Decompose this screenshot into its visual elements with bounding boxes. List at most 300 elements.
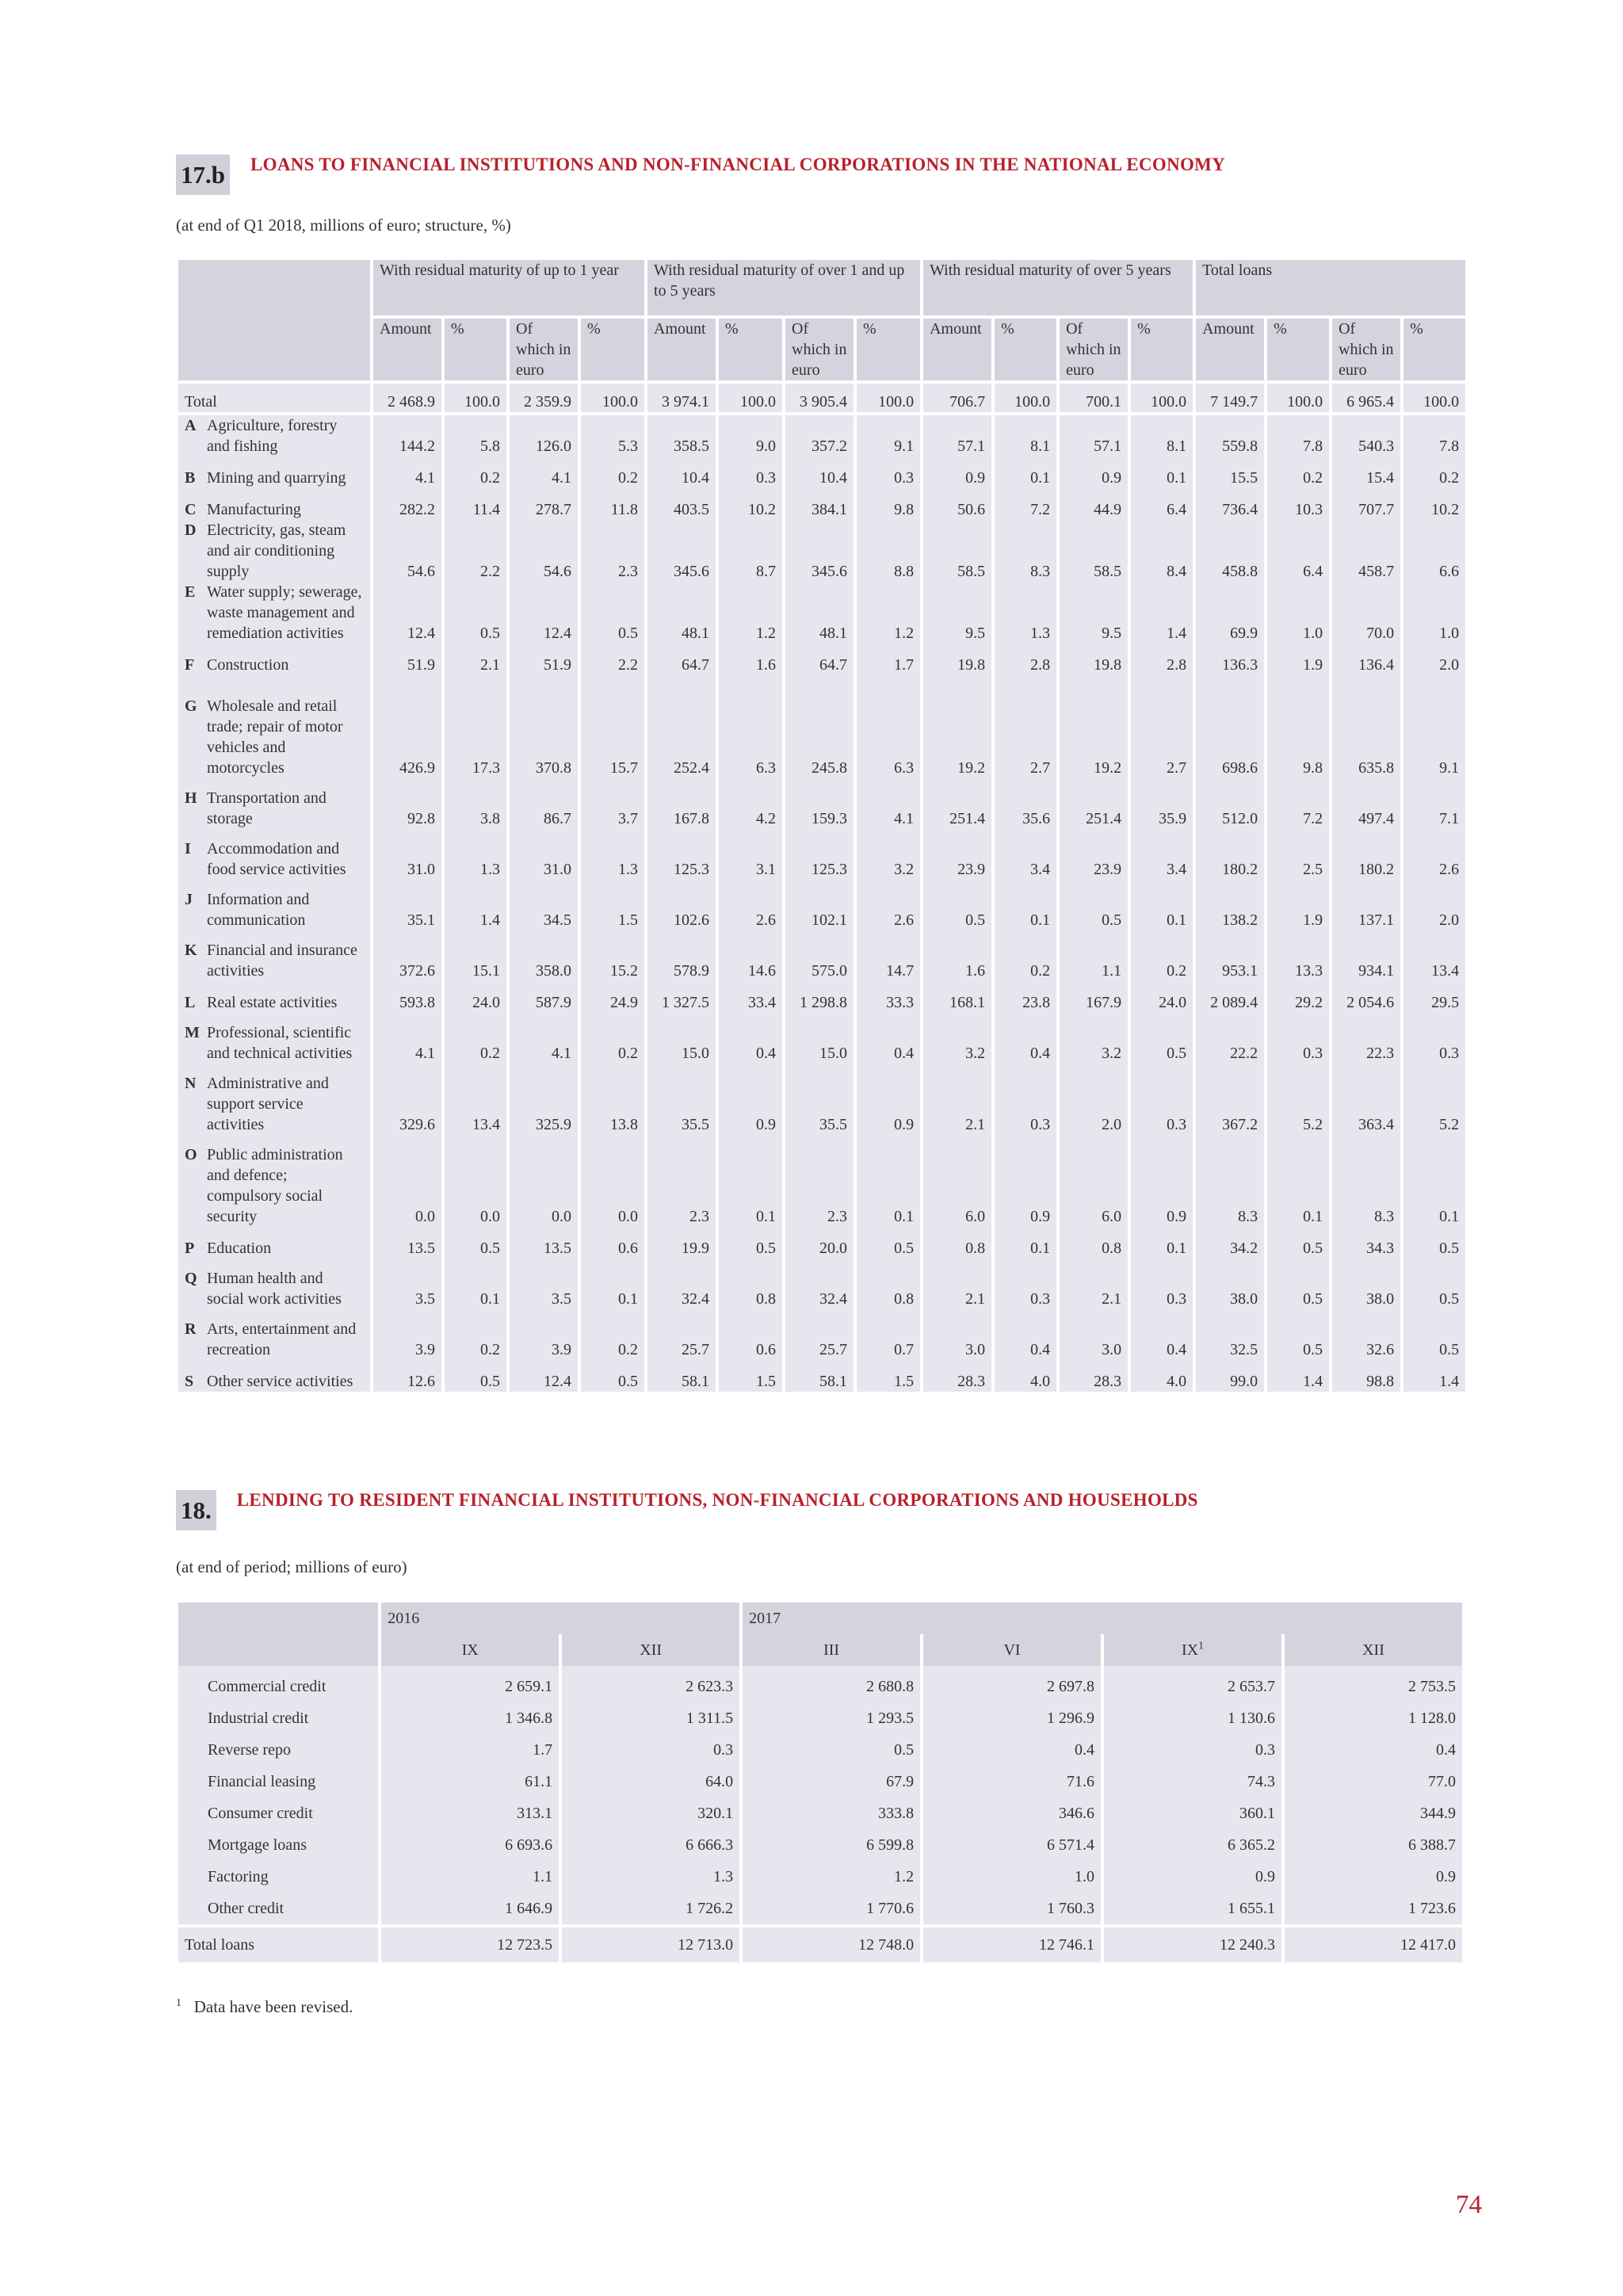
row-label-text: Construction <box>207 656 289 674</box>
table-cell: 100.0 <box>1267 384 1329 415</box>
row-label-text: Arts, entertainment and recreation <box>207 1320 357 1358</box>
row-label: Reverse repo <box>178 1734 378 1766</box>
subcolumn-header: Of which in euro <box>510 319 578 384</box>
total-cell: 12 723.5 <box>381 1927 559 1962</box>
table-cell: 7.8 <box>1403 415 1465 457</box>
table-cell: 6 571.4 <box>923 1829 1101 1861</box>
table-cell: 0.1 <box>1131 880 1193 930</box>
table-cell: 0.3 <box>1403 1013 1465 1064</box>
table-cell: 100.0 <box>581 384 644 415</box>
table-cell: 58.1 <box>785 1360 854 1392</box>
row-label-wrap <box>185 1238 364 1259</box>
table-cell: 19.8 <box>1060 644 1128 675</box>
table-cell: 15.4 <box>1332 457 1400 488</box>
table-row <box>178 675 1465 778</box>
table-cell: 100.0 <box>719 384 782 415</box>
table-cell: 19.9 <box>647 1227 716 1259</box>
row-label <box>178 488 370 520</box>
table-cell: 98.8 <box>1332 1360 1400 1392</box>
row-label-text: Transportation and storage <box>207 789 327 827</box>
table-row <box>178 457 1465 488</box>
row-label-text: Water supply; sewerage, waste management and remediation activities <box>207 583 362 642</box>
table-cell: 2.6 <box>1403 829 1465 880</box>
table-cell: 251.4 <box>923 778 991 829</box>
table-cell: 13.5 <box>510 1227 578 1259</box>
table-cell: 3.1 <box>719 829 782 880</box>
table-cell: 0.4 <box>1285 1734 1462 1766</box>
table-cell: 1.7 <box>857 644 920 675</box>
table-cell: 51.9 <box>373 644 441 675</box>
table-cell: 358.0 <box>510 930 578 981</box>
table-cell: 9.8 <box>1267 675 1329 778</box>
table-cell: 1.2 <box>743 1861 920 1893</box>
table-cell: 159.3 <box>785 778 854 829</box>
row-label-text: Total <box>185 393 217 411</box>
table-cell: 1.3 <box>581 829 644 880</box>
table-cell: 12.4 <box>510 1360 578 1392</box>
table-cell: 136.3 <box>1196 644 1264 675</box>
table-cell: 0.1 <box>581 1259 644 1309</box>
table-cell: 99.0 <box>1196 1360 1264 1392</box>
table-cell: 100.0 <box>445 384 506 415</box>
table-cell: 35.5 <box>785 1064 854 1135</box>
table-cell: 35.1 <box>373 880 441 930</box>
table-cell: 0.5 <box>1131 1013 1193 1064</box>
row-code: N <box>185 1075 197 1092</box>
section-title: LOANS TO FINANCIAL INSTITUTIONS AND NON-FINANCIAL CORPORATIONS IN THE NATIONAL ECONOMY <box>250 155 1226 174</box>
table-cell: 0.2 <box>1267 457 1329 488</box>
table-cell: 313.1 <box>381 1797 559 1829</box>
row-code: O <box>185 1146 197 1163</box>
table-cell: 1.5 <box>581 880 644 930</box>
table-cell: 0.3 <box>857 457 920 488</box>
table-cell: 1.1 <box>1060 930 1128 981</box>
table-cell: 0.4 <box>719 1013 782 1064</box>
table-row <box>178 1360 1465 1392</box>
table-cell: 15.5 <box>1196 457 1264 488</box>
row-label <box>178 880 370 930</box>
row-label-wrap <box>185 655 364 675</box>
table-cell: 0.1 <box>1131 1227 1193 1259</box>
row-label-text: Accommodation and food service activities <box>207 840 346 878</box>
table-cell: 0.9 <box>1104 1861 1281 1893</box>
table-cell: 0.5 <box>857 1227 920 1259</box>
table-cell: 0.1 <box>857 1135 920 1227</box>
table-cell: 6 388.7 <box>1285 1829 1462 1861</box>
table-cell: 70.0 <box>1332 582 1400 644</box>
table-cell: 0.3 <box>1131 1064 1193 1135</box>
table-cell: 2 054.6 <box>1332 981 1400 1013</box>
table-row <box>178 981 1465 1013</box>
table-cell: 0.7 <box>857 1309 920 1360</box>
table-cell: 2.3 <box>581 520 644 582</box>
period-label: IX <box>461 1641 479 1659</box>
section-subtitle: (at end of Q1 2018, millions of euro; structure, %) <box>176 216 511 235</box>
table-cell: 64.0 <box>562 1766 739 1797</box>
table-row <box>178 1766 1462 1797</box>
table-row <box>178 880 1465 930</box>
table-cell: 5.3 <box>581 415 644 457</box>
row-label-wrap <box>185 940 364 981</box>
row-code: C <box>185 501 197 518</box>
table-cell: 934.1 <box>1332 930 1400 981</box>
table-cell: 8.3 <box>1196 1135 1264 1227</box>
row-code: J <box>185 891 193 908</box>
row-label <box>178 1013 370 1064</box>
subcolumn-header: Of which in euro <box>1060 319 1128 384</box>
total-cell: 12 713.0 <box>562 1927 739 1962</box>
row-label-text: Real estate activities <box>207 994 338 1011</box>
row-code: R <box>185 1320 197 1338</box>
table-cell: 24.9 <box>581 981 644 1013</box>
table-cell: 58.1 <box>647 1360 716 1392</box>
table-cell: 22.3 <box>1332 1013 1400 1064</box>
table-cell: 38.0 <box>1196 1259 1264 1309</box>
period-label: XII <box>640 1641 663 1659</box>
table-cell: 3.9 <box>373 1309 441 1360</box>
row-label: Consumer credit <box>178 1797 378 1829</box>
table-cell: 48.1 <box>647 582 716 644</box>
group-header: With residual maturity of over 1 and up to 5 years <box>647 260 920 319</box>
table-cell: 50.6 <box>923 488 991 520</box>
table-cell: 8.4 <box>1131 520 1193 582</box>
table-cell: 346.6 <box>923 1797 1101 1829</box>
total-cell: 12 746.1 <box>923 1927 1101 1962</box>
row-label <box>178 520 370 582</box>
table-cell: 23.9 <box>923 829 991 880</box>
table-cell: 0.1 <box>719 1135 782 1227</box>
table-cell: 0.5 <box>581 582 644 644</box>
table-cell: 329.6 <box>373 1064 441 1135</box>
table-row <box>178 1064 1465 1135</box>
table-cell: 126.0 <box>510 415 578 457</box>
table-cell: 559.8 <box>1196 415 1264 457</box>
table-cell: 278.7 <box>510 488 578 520</box>
table-cell: 0.9 <box>1285 1861 1462 1893</box>
footnote-text: Data have been revised. <box>193 1997 353 2016</box>
table-cell: 1 646.9 <box>381 1893 559 1927</box>
table-cell: 48.1 <box>785 582 854 644</box>
table-cell: 2 623.3 <box>562 1666 739 1702</box>
total-cell: 12 417.0 <box>1285 1927 1462 1962</box>
table-row <box>178 1259 1465 1309</box>
table-cell: 102.6 <box>647 880 716 930</box>
table-cell: 4.2 <box>719 778 782 829</box>
table-cell: 12.6 <box>373 1360 441 1392</box>
row-label-wrap <box>185 992 364 1013</box>
table-cell: 0.5 <box>581 1360 644 1392</box>
row-label-text: Education <box>207 1240 272 1257</box>
table-cell: 64.7 <box>647 644 716 675</box>
table-cell: 0.5 <box>923 880 991 930</box>
table-cell: 0.4 <box>857 1013 920 1064</box>
table-cell: 25.7 <box>785 1309 854 1360</box>
table-cell: 0.2 <box>445 457 506 488</box>
table-cell: 167.8 <box>647 778 716 829</box>
subcolumn-header: Amount <box>1196 319 1264 384</box>
row-label <box>178 981 370 1013</box>
table-cell: 0.8 <box>719 1259 782 1309</box>
row-code: S <box>185 1373 194 1390</box>
table-cell: 0.5 <box>445 582 506 644</box>
table-cell: 13.3 <box>1267 930 1329 981</box>
table-cell: 15.0 <box>785 1013 854 1064</box>
section-title: LENDING TO RESIDENT FINANCIAL INSTITUTIONS, NON-FINANCIAL CORPORATIONS AND HOUSEHOLDS <box>236 1490 1198 1510</box>
table-cell: 25.7 <box>647 1309 716 1360</box>
subcolumn-header: Of which in euro <box>785 319 854 384</box>
table-cell: 0.2 <box>995 930 1056 981</box>
table-cell: 1.4 <box>1403 1360 1465 1392</box>
table-cell: 24.0 <box>445 981 506 1013</box>
total-cell: 12 748.0 <box>743 1927 920 1962</box>
row-label <box>178 1259 370 1309</box>
table-cell: 251.4 <box>1060 778 1128 829</box>
table-cell: 58.5 <box>923 520 991 582</box>
row-label: Industrial credit <box>178 1702 378 1734</box>
table-cell: 2.2 <box>581 644 644 675</box>
table-cell: 0.5 <box>1267 1227 1329 1259</box>
table-cell: 700.1 <box>1060 384 1128 415</box>
row-label-wrap <box>185 1371 364 1392</box>
table-cell: 6.3 <box>719 675 782 778</box>
table-cell: 2.5 <box>1267 829 1329 880</box>
table-cell: 2.3 <box>647 1135 716 1227</box>
table-cell: 100.0 <box>1403 384 1465 415</box>
table-cell: 6 599.8 <box>743 1829 920 1861</box>
table-cell: 1.1 <box>381 1861 559 1893</box>
subcolumn-header: Of which in euro <box>1332 319 1400 384</box>
table-row <box>178 488 1465 520</box>
table-cell: 3.0 <box>923 1309 991 1360</box>
table-cell: 6.4 <box>1267 520 1329 582</box>
table-cell: 1 726.2 <box>562 1893 739 1927</box>
table-cell: 458.7 <box>1332 520 1400 582</box>
table-cell: 2 680.8 <box>743 1666 920 1702</box>
table-cell: 6 666.3 <box>562 1829 739 1861</box>
table-cell: 138.2 <box>1196 880 1264 930</box>
table-row <box>178 1309 1465 1360</box>
table-cell: 10.4 <box>647 457 716 488</box>
row-label-text: Manufacturing <box>207 501 301 518</box>
table-cell: 2.6 <box>719 880 782 930</box>
table-cell: 0.5 <box>719 1227 782 1259</box>
table-cell: 0.5 <box>1403 1259 1465 1309</box>
table-cell: 0.6 <box>581 1227 644 1259</box>
table-cell: 13.4 <box>1403 930 1465 981</box>
table-cell: 32.4 <box>785 1259 854 1309</box>
table-cell: 8.7 <box>719 520 782 582</box>
row-code: A <box>185 417 197 434</box>
header-blank <box>178 1603 378 1666</box>
table-cell: 2 653.7 <box>1104 1666 1281 1702</box>
table-cell: 3.4 <box>1131 829 1193 880</box>
table-cell: 0.5 <box>445 1227 506 1259</box>
table-cell: 9.1 <box>1403 675 1465 778</box>
row-label-text: Public administration and defence; compulsory social security <box>207 1146 343 1225</box>
table-cell: 578.9 <box>647 930 716 981</box>
table-cell: 2.0 <box>1060 1064 1128 1135</box>
table-cell: 1.3 <box>995 582 1056 644</box>
table-cell: 0.9 <box>719 1064 782 1135</box>
table-cell: 2.0 <box>1403 644 1465 675</box>
table-cell: 20.0 <box>785 1227 854 1259</box>
table-cell: 1.5 <box>857 1360 920 1392</box>
row-label: Other credit <box>178 1893 378 1927</box>
row-label <box>178 644 370 675</box>
table-cell: 100.0 <box>1131 384 1193 415</box>
table-cell: 10.3 <box>1267 488 1329 520</box>
table-cell: 9.8 <box>857 488 920 520</box>
table-cell: 35.5 <box>647 1064 716 1135</box>
row-label-text: Other service activities <box>207 1373 353 1390</box>
table-cell: 0.5 <box>1403 1227 1465 1259</box>
table-cell: 74.3 <box>1104 1766 1281 1797</box>
table-cell: 168.1 <box>923 981 991 1013</box>
table-cell: 2.8 <box>995 644 1056 675</box>
table-cell: 0.1 <box>995 880 1056 930</box>
table-cell: 575.0 <box>785 930 854 981</box>
table-cell: 0.2 <box>1131 930 1193 981</box>
table-cell: 587.9 <box>510 981 578 1013</box>
row-label-wrap <box>185 520 364 582</box>
table-cell: 2.7 <box>1131 675 1193 778</box>
table-cell: 57.1 <box>1060 415 1128 457</box>
footnote-mark: 1 <box>176 1997 181 2009</box>
table-row <box>178 520 1465 582</box>
table-cell: 0.3 <box>995 1259 1056 1309</box>
period-label: VI <box>1003 1641 1021 1659</box>
table-cell: 403.5 <box>647 488 716 520</box>
table-cell: 1.0 <box>1403 582 1465 644</box>
row-label <box>178 1064 370 1135</box>
table-cell: 345.6 <box>647 520 716 582</box>
table-cell: 35.6 <box>995 778 1056 829</box>
table-cell: 17.3 <box>445 675 506 778</box>
subcolumn-header: % <box>1403 319 1465 384</box>
header-blank <box>178 260 370 384</box>
table-cell: 360.1 <box>1104 1797 1281 1829</box>
table-cell: 57.1 <box>923 415 991 457</box>
table-cell: 31.0 <box>510 829 578 880</box>
table-cell: 1.4 <box>1131 582 1193 644</box>
table-cell: 6.0 <box>923 1135 991 1227</box>
table-cell: 0.8 <box>857 1259 920 1309</box>
table-cell: 15.1 <box>445 930 506 981</box>
subcolumn-header: % <box>995 319 1056 384</box>
row-code: P <box>185 1240 195 1257</box>
table-cell: 0.5 <box>1060 880 1128 930</box>
table-row <box>178 829 1465 880</box>
table-cell: 3.5 <box>373 1259 441 1309</box>
table-cell: 54.6 <box>373 520 441 582</box>
table-17b <box>175 260 1468 1392</box>
table-cell: 54.6 <box>510 520 578 582</box>
table-cell: 333.8 <box>743 1797 920 1829</box>
row-label-wrap <box>185 582 364 644</box>
table-cell: 6 693.6 <box>381 1829 559 1861</box>
subcolumn-header: % <box>857 319 920 384</box>
table-cell: 77.0 <box>1285 1766 1462 1797</box>
row-label-text: Agriculture, forestry and fishing <box>207 417 338 455</box>
table-cell: 100.0 <box>995 384 1056 415</box>
table-cell: 8.8 <box>857 520 920 582</box>
period-header <box>1104 1634 1281 1666</box>
table-cell: 0.2 <box>581 1309 644 1360</box>
table-cell: 0.3 <box>1131 1259 1193 1309</box>
table-cell: 344.9 <box>1285 1797 1462 1829</box>
table-cell: 2.1 <box>1060 1259 1128 1309</box>
table-row <box>178 1893 1462 1927</box>
row-label: Financial leasing <box>178 1766 378 1797</box>
table-cell: 180.2 <box>1332 829 1400 880</box>
row-label: Factoring <box>178 1861 378 1893</box>
row-label <box>178 457 370 488</box>
table-cell: 44.9 <box>1060 488 1128 520</box>
table-cell: 67.9 <box>743 1766 920 1797</box>
row-label-text: Information and communication <box>207 891 310 929</box>
table-cell: 0.2 <box>445 1013 506 1064</box>
table-cell: 100.0 <box>857 384 920 415</box>
table-cell: 357.2 <box>785 415 854 457</box>
table-cell: 1.9 <box>1267 644 1329 675</box>
table-cell: 1 760.3 <box>923 1893 1101 1927</box>
row-label-wrap <box>185 499 364 520</box>
table-cell: 8.1 <box>995 415 1056 457</box>
table-cell: 23.9 <box>1060 829 1128 880</box>
period-header <box>923 1634 1101 1666</box>
table-cell: 22.2 <box>1196 1013 1264 1064</box>
row-label-wrap <box>185 1319 364 1360</box>
table-row <box>178 1013 1465 1064</box>
table-cell: 9.5 <box>923 582 991 644</box>
table-cell: 282.2 <box>373 488 441 520</box>
row-label <box>178 582 370 644</box>
table-cell: 0.9 <box>1060 457 1128 488</box>
row-label-text: Professional, scientific and technical activities <box>207 1024 353 1062</box>
table-cell: 363.4 <box>1332 1064 1400 1135</box>
table-cell: 1 346.8 <box>381 1702 559 1734</box>
row-label-wrap <box>185 1073 364 1135</box>
row-label-wrap <box>185 1144 364 1227</box>
table-cell: 0.3 <box>719 457 782 488</box>
table-cell: 125.3 <box>647 829 716 880</box>
row-code: D <box>185 521 197 539</box>
table-cell: 1 298.8 <box>785 981 854 1013</box>
table-cell: 6.3 <box>857 675 920 778</box>
table-cell: 19.2 <box>1060 675 1128 778</box>
row-code: H <box>185 789 197 807</box>
row-code: E <box>185 583 196 601</box>
table-cell: 1.5 <box>719 1360 782 1392</box>
row-label-text: Administrative and support service activities <box>207 1075 329 1133</box>
table-cell: 92.8 <box>373 778 441 829</box>
table-cell: 5.8 <box>445 415 506 457</box>
table-cell: 6.6 <box>1403 520 1465 582</box>
table-cell: 0.5 <box>743 1734 920 1766</box>
table-cell: 144.2 <box>373 415 441 457</box>
table-cell: 1 770.6 <box>743 1893 920 1927</box>
table-cell: 13.5 <box>373 1227 441 1259</box>
group-header: With residual maturity of over 5 years <box>923 260 1193 319</box>
table-cell: 32.6 <box>1332 1309 1400 1360</box>
table-cell: 33.3 <box>857 981 920 1013</box>
table-cell: 372.6 <box>373 930 441 981</box>
table-cell: 0.8 <box>1060 1227 1128 1259</box>
table-cell: 2 089.4 <box>1196 981 1264 1013</box>
table-cell: 2.2 <box>445 520 506 582</box>
table-cell: 137.1 <box>1332 880 1400 930</box>
table-cell: 9.1 <box>857 415 920 457</box>
